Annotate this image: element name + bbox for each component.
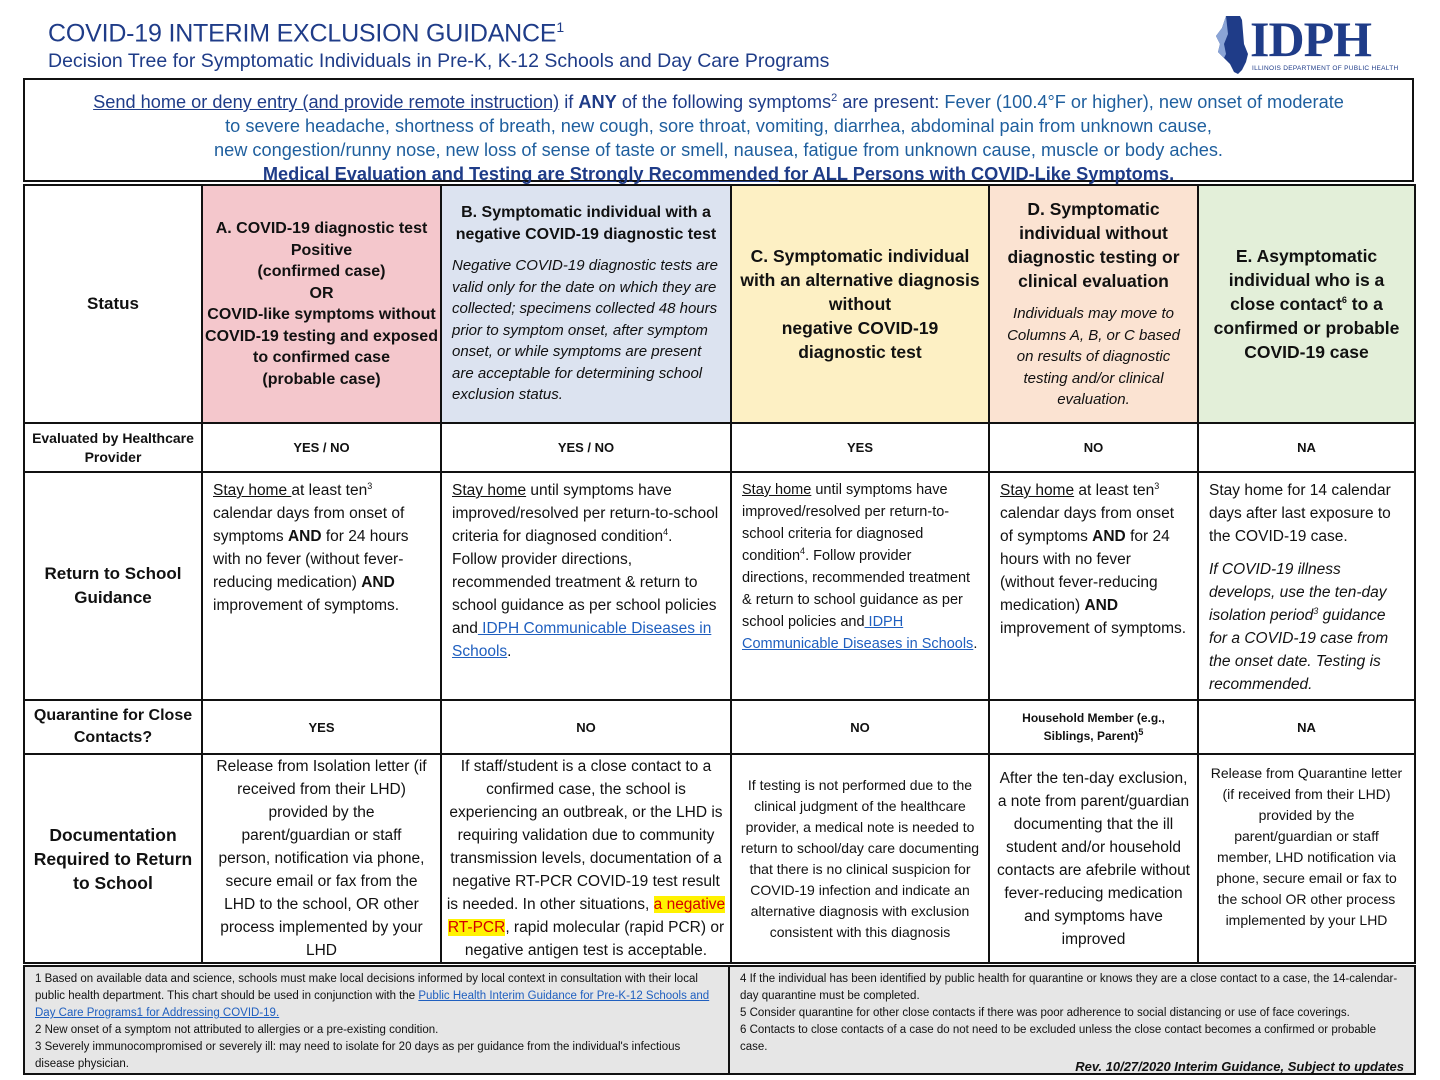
row-label-quarantine: Quarantine for Close Contacts? [25,701,203,755]
row-label-documentation: Documentation Required to Return to School [25,755,203,962]
column-a-header [203,186,442,424]
column-c-title [740,244,979,364]
e-evaluated: NA [1199,424,1414,473]
column-d-title-line: clinical evaluation [1018,271,1169,292]
banner-line-4: Medical Evaluation and Testing are Strongly Recommended for ALL Persons with COVID-Like Symptoms. [262,164,1175,185]
column-d-title-line: D. Symptomatic [1027,199,1160,220]
column-d-title-line: diagnostic testing or [1007,247,1180,268]
logo-tagline: ILLINOIS DEPARTMENT OF PUBLIC HEALTH [1252,65,1399,72]
column-d-note: Individuals may move to Columns A, B, or C based on results of diagnostic testing and/or clinical evaluation. [1007,305,1180,409]
revision-note: Rev. 10/27/2020 Interim Guidance, Subject to updates [1075,1059,1404,1074]
a-quarantine: YES [203,701,442,755]
column-a-title-line: A. COVID-19 diagnostic test [215,220,428,237]
d-documentation: After the ten-day exclusion, a note from parent/guardian documenting that the ill student and/or household contacts are afebrile without fever-reducing medication and symptoms have improved [990,755,1199,962]
e-quarantine: NA [1199,701,1414,755]
interim-guidance-link[interactable]: Public Health Interim Guidance for Pre-K-12 Schools and Day Care Programs1 for Addressing COVID-19. [35,990,710,1019]
column-a-title-line: OR [309,284,334,302]
column-a-title [205,218,438,390]
page-header [48,12,1168,74]
footnote-5: 5 Consider quarantine for other close contacts if there was poor adherence to social distancing or use of face coverings. [740,1007,1350,1019]
column-e-title: E. Asymptomatic individual who is a close contact$^6$ to a confirmed or probable COVID-19 case [1213,246,1400,362]
row-label-evaluated: Evaluated by Healthcare Provider [25,424,203,473]
b-idph-link[interactable]: IDPH Communicable Diseases in Schools [452,620,712,660]
c-evaluated: YES [732,424,990,473]
footnotes-right [730,965,1416,1075]
d-return-guidance: Stay home at least ten$^3$ calendar days from onset of symptoms AND for 24 hours with no fever (without fever-reducing medication) AND improvement of symptoms. [990,473,1199,701]
footnotes-left [23,965,730,1075]
column-c-title-line: without [828,294,892,314]
c-idph-link[interactable]: IDPH Communicable Diseases in Schools [742,614,974,652]
footnote-3: 3 Severely immunocompromised or severely ill: may need to isolate for 20 days as per guidance from the individual's infectious disease physician. [35,1041,681,1070]
b-evaluated: YES / NO [442,424,732,473]
logo-text: IDPH [1250,11,1371,67]
illinois-state-icon [1212,14,1252,76]
banner-line-1: Send home or deny entry (and provide remote instruction) if ANY of the following symptoms$^2$ are present: Fever (100.4°F or higher), new onset of moderate [93,92,1344,113]
e-return-guidance [1199,473,1414,701]
a-evaluated: YES / NO [203,424,442,473]
column-a-title-line: (confirmed case) [257,263,386,280]
column-d-title [1007,197,1179,293]
column-e-header [1199,186,1414,424]
column-b-title-line: negative COVID-19 diagnostic test [455,225,717,243]
a-documentation: Release from Isolation letter (if received from their LHD) provided by the parent/guardian or staff person, notification via phone, secure email or fax from the LHD to the school, OR other process implemented by your LHD [203,755,442,962]
column-c-title-line: with an alternative diagnosis [740,270,980,290]
banner-line-2: to severe headache, shortness of breath, new cough, sore throat, vomiting, diarrhea, abdominal pain from unknown cause, [225,116,1212,137]
e-documentation: Release from Quarantine letter (if received from their LHD) provided by the parent/guardian or staff member, LHD notification via phone, secure email or fax to the school OR other process implemented by your LHD [1210,765,1403,928]
banner-line-3: new congestion/runny nose, new loss of sense of taste or smell, nausea, fatigue from unknown cause, muscle or body aches. [214,140,1223,161]
column-a-title-line: to confirmed case [253,349,390,366]
b-documentation: If staff/student is a close contact to a confirmed case, the school is experiencing an outbreak, or the LHD is requiring validation due to community transmission levels, documentation of a negative RT-PCR COVID-19 test result is needed. In other situations, a negative RT-PCR, rapid molecular (rapid PCR) or negative antigen test is acceptable. [442,755,732,962]
footnote-4: 4 If the individual has been identified by public health for quarantine or knows they are a close contact to a case, the 14-calendar-day quarantine must be completed. [740,973,1398,1002]
row-label-return: Return to School Guidance [25,473,203,701]
a-return-guidance: Stay home at least ten$^3$ calendar days from onset of symptoms AND for 24 hours with no fever (without fever-reducing medication) AND improvement of symptoms. [203,473,442,701]
footnote-6: 6 Contacts to close contacts of a case do not need to be excluded unless the close contact becomes a confirmed or probable case. [740,1024,1377,1053]
column-d-title-line: individual without [1019,223,1168,244]
page-title: COVID-19 INTERIM EXCLUSION GUIDANCE$^1$ [48,19,564,48]
d-evaluated: NO [990,424,1199,473]
column-c-header [732,186,990,424]
e-return-illness-note: If COVID-19 illness develops, use the ten-day isolation period$^3$ guidance for a COVID-19 case from the onset date. Testing is recommended. [1209,561,1389,693]
column-a-title-line: Positive [290,241,353,259]
column-d-header [990,186,1199,424]
column-b-header [442,186,732,424]
column-b-title [456,202,717,245]
column-a-title-line: (probable case) [262,370,381,388]
column-c-title-line: C. Symptomatic individual [750,246,970,266]
c-documentation: If testing is not performed due to the clinical judgment of the healthcare provider, a medical note is needed to return to school/day care documenting that there is no clinical suspicion for COVID-19 infection and indicate an alternative diagnosis with exclusion consistent with this diagnosis [732,755,990,962]
idph-logo [1212,11,1408,76]
column-c-title-line: negative COVID-19 [781,318,939,338]
c-quarantine: NO [732,701,990,755]
column-b-note: Negative COVID-19 diagnostic tests are valid only for the date on which they are collected; specimens collected 48 hours prior to symptom onset, after symptom onset, or while symptoms are present are acceptable for determining school exclusion status. [452,257,718,404]
page-subtitle: Decision Tree for Symptomatic Individuals in Pre-K, K-12 Schools and Day Care Programs [48,50,830,73]
footnote-1: 1 Based on available data and science, schools must make local decisions informed by local context in consultation with their local public health department. This chart should be used in conjunction with the Public Health Interim Guidance for Pre-K-12 Schools and Day Care Programs1 for Addressing COVID-19. [35,973,710,1019]
symptom-banner [23,78,1414,185]
footnote-2: 2 New onset of a symptom not attributed to allergies or a pre-existing condition. [35,1024,439,1036]
c-return-guidance: Stay home until symptoms have improved/resolved per return-to-school criteria for diagnosed condition$^4$. Follow provider directions, recommended treatment & return to school guidance as per school policies and IDPH Communicable Diseases in Schools. [732,473,990,701]
b-return-guidance: Stay home until symptoms have improved/resolved per return-to-school criteria for diagnosed condition$^4$. Follow provider directions, recommended treatment & return to school guidance as per school policies and IDPH Communicable Diseases in Schools. [442,473,732,701]
e-return-text: Stay home for 14 calendar days after last exposure to the COVID-19 case. [1209,482,1391,545]
decision-table [23,184,1416,964]
d-quarantine: Household Member (e.g., Siblings, Parent)$^5$ [990,701,1199,755]
column-a-title-line: COVID-like symptoms without [207,306,436,323]
column-b-title-line: B. Symptomatic individual with a [461,204,711,222]
b-highlight: a negative RT-PCR [447,896,726,936]
column-a-title-line: COVID-19 testing and exposed [205,327,438,345]
b-quarantine: NO [442,701,732,755]
row-label-status: Status [25,186,203,424]
column-c-title-line: diagnostic test [798,342,922,362]
